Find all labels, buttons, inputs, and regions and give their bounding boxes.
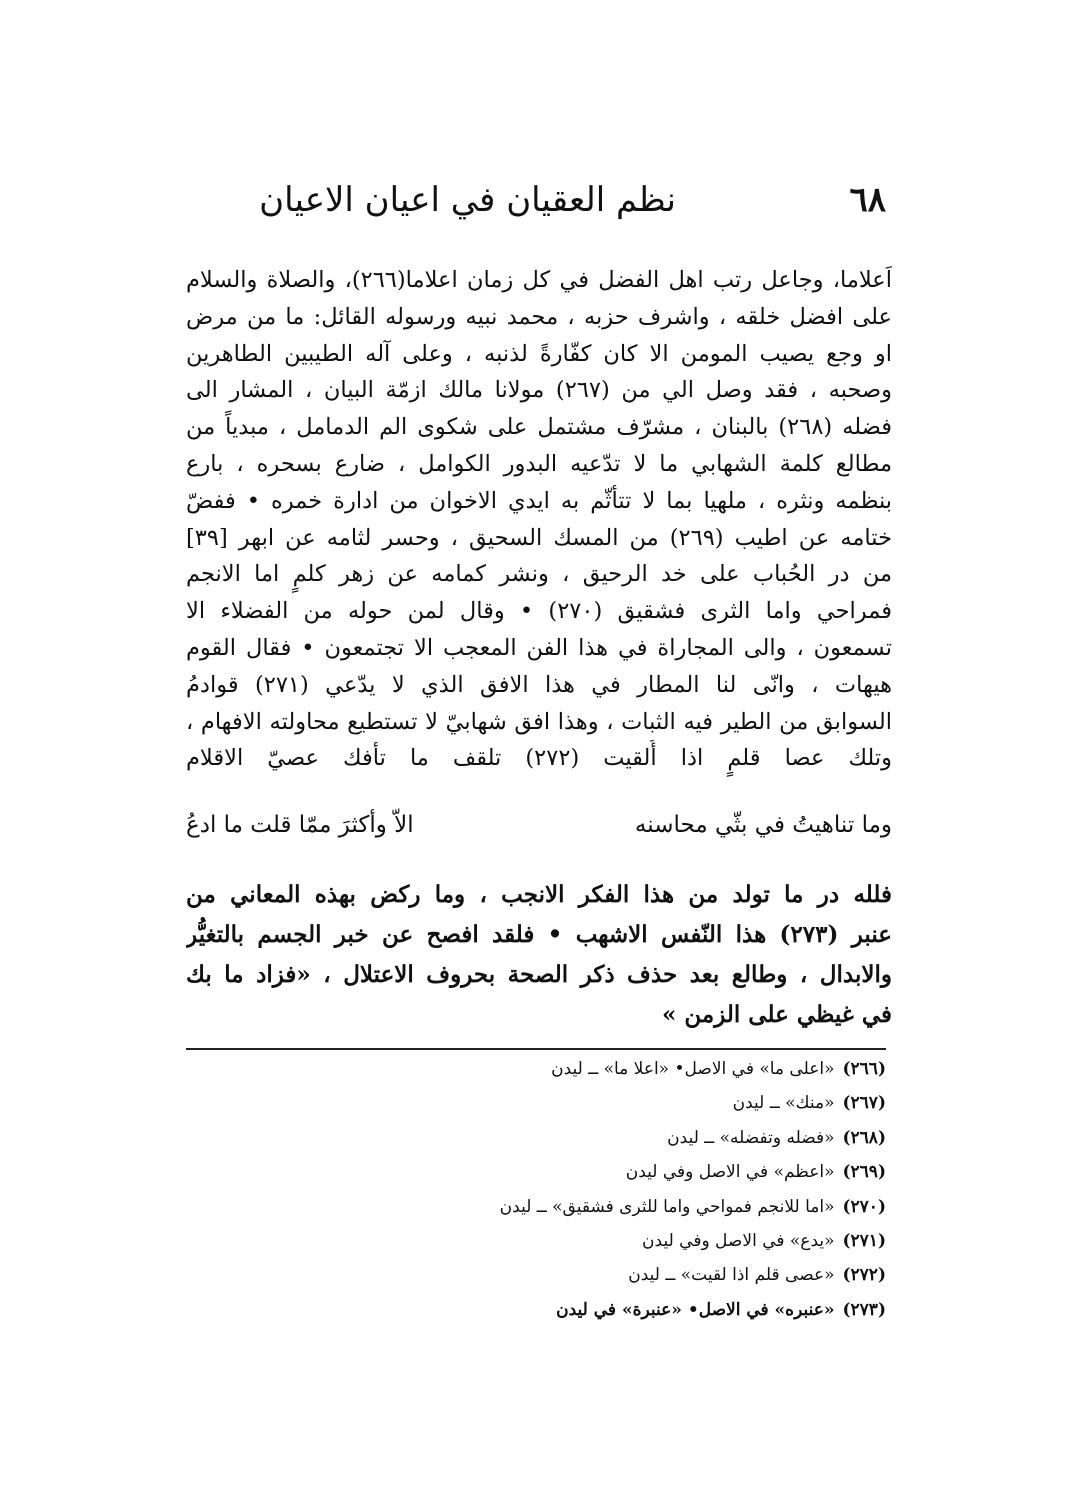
page-header: [186, 180, 886, 240]
footnote-number: (٢٧٠): [842, 1196, 886, 1217]
footnote-text: «يدع» في الاصل وفي ليدن: [642, 1230, 835, 1251]
page-number: ٦٨: [849, 180, 886, 220]
paragraph-2: [186, 875, 892, 1035]
text-line: بنظمه ونثره ، ملهيا بما لا تتأثّم به ايدي الاخوان من ادارة خمره • ففضّ: [186, 487, 892, 514]
text-line: من در الحُباب على خد الرحيق ، ونشر كمامه عن زهر كلمٍ اما الانجم: [186, 561, 892, 588]
text-line: على افضل خلقه ، واشرف حزبه ، محمد نبيه ورسوله القائل: ما من مرض: [186, 303, 892, 330]
footnote-text: «اعلى ما» في الاصل• «اعلا ما» ــ ليدن: [551, 1059, 835, 1079]
footnotes: [186, 1052, 886, 1327]
footnote: [186, 1052, 886, 1086]
footnote-text: «اما للانجم فمواحي واما للثرى فشقيق» ــ ليدن: [499, 1196, 835, 1217]
text-line: فضله (٢٦٨) بالبنان ، مشرّف مشتمل على شكوى الم الدمامل ، مبدياً من: [186, 414, 892, 441]
text-line: وصحبه ، فقد وصل الي من (٢٦٧) مولانا مالك ازمّة البيان ، المشار الى: [186, 377, 892, 404]
text-line: او وجع يصيب المومن الا كان كفّارةً لذنبه ، وعلى آله الطيبين الطاهرين: [186, 340, 892, 367]
running-title: نظم العقيان في اعيان الاعيان: [259, 180, 676, 220]
footnote-number: (٢٧١): [842, 1230, 886, 1251]
paragraph-1: [186, 262, 892, 777]
footnote-number: (٢٧٢): [842, 1265, 886, 1286]
text-line: فلله در ما تولد من هذا الفكر الانجب ، وما ركض بهذه المعاني من: [186, 881, 892, 909]
text-line: فمراحي واما الثرى فشقيق (٢٧٠) • وقال لمن حوله من الفضلاء الا: [186, 598, 892, 625]
text-line: تسمعون ، والى المجاراة في هذا الفن المعجب الا تجتمعون • فقال القوم: [186, 634, 892, 661]
footnote: [186, 1190, 886, 1224]
main-text: [186, 262, 892, 1035]
footnote-text: «فضله وتفضله» ــ ليدن: [667, 1127, 835, 1148]
text-line: في غيظي على الزمن »: [662, 1001, 892, 1029]
text-line: ختامه عن اطيب (٢٦٩) من المسك السحيق ، وحسر لثامه عن ابهر [٣٩]: [186, 524, 892, 551]
footnote: [186, 1293, 886, 1327]
footnote-text: «عصى قلم اذا لقيت» ــ ليدن: [628, 1265, 835, 1286]
footnote-number: (٢٦٨): [842, 1127, 886, 1148]
footnote: [186, 1258, 886, 1292]
footnote: [186, 1155, 886, 1189]
text-line: عنبر (٢٧٣) هذا النّفس الاشهب • فلقد افصح عن خبر الجسم بالتغيُّر: [186, 921, 892, 949]
footnote: [186, 1224, 886, 1258]
footnote-number: (٢٧٣): [842, 1299, 886, 1320]
footnote-text: «منك» ــ ليدن: [732, 1093, 835, 1114]
footnote-text: «عنبره» في الاصل• «عنبرة» في ليدن: [556, 1299, 835, 1320]
text-line: اَعلاما، وجاعل رتب اهل الفضل في كل زمان اعلاما(٢٦٦)، والصلاة والسلام: [186, 267, 892, 293]
footnote: [186, 1086, 886, 1120]
verse-hemistich-2: الاّ وأكثرَ ممّا قلت ما ادعُ: [186, 812, 414, 839]
verse-hemistich-1: وما تناهيتُ في بثّي محاسنه: [634, 812, 892, 839]
text-line: والابدال ، وطالع بعد حذف ذكر الصحة بحروف الاعتلال ، «فزاد ما بك: [186, 961, 892, 989]
footnote-text: «اعظم» في الاصل وفي ليدن: [625, 1162, 835, 1183]
footnote-number: (٢٦٩): [842, 1162, 886, 1183]
footnote-divider: [186, 1048, 886, 1050]
poetry-verse: [186, 805, 892, 845]
text-line: مطالع كلمة الشهابي ما لا تدّعيه البدور الكوامل ، ضارع بسحره ، بارع: [186, 450, 892, 477]
footnote-number: (٢٦٧): [842, 1093, 886, 1114]
footnote: [186, 1121, 886, 1155]
text-line: السوابق من الطير فيه الثبات ، وهذا افق شهابيّ لا تستطيع محاولته الافهام ،: [186, 708, 892, 735]
text-line: هيهات ، وانّى لنا المطار في هذا الافق الذي لا يدّعي (٢٧١) قوادمُ: [186, 671, 892, 698]
text-line: وتلك عصا قلمٍ اذا أُلقيت (٢٧٢) تلقف ما تأفك عصيّ الاقلام: [186, 745, 892, 772]
footnote-number: (٢٦٦): [842, 1059, 886, 1079]
